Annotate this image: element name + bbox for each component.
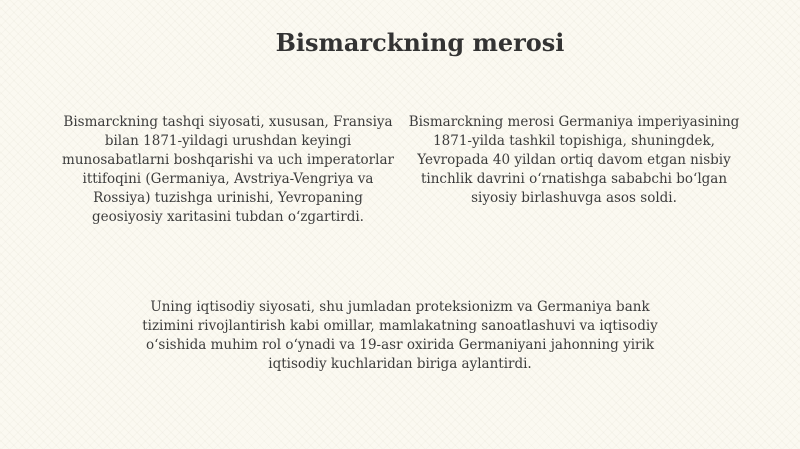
- paragraph-legacy-unification: Bismarckning merosi Germaniya imperiyasining 1871-yilda tashkil topishiga, shuningdek, Yevropada 40 yildan ortiq davom etgan nisbiy tinchlik davrini o‘rnatishga sababchi bo‘lgan siyosiy birlashuvga asos soldi.: [408, 114, 740, 206]
- slide-title: Bismarckning merosi: [275, 28, 565, 57]
- paragraph-economic-policy: Uning iqtisodiy siyosati, shu jumladan proteksionizm va Germaniya bank tizimini rivojlantirish kabi omillar, mamlakatning sanoatlashuvi va iqtisodiy o‘sishida muhim rol o‘ynadi va 19-asr oxirida Germaniyani jahonning yirik iqtisodiy kuchlaridan biriga aylantirdi.: [142, 299, 658, 372]
- paragraph-foreign-policy: Bismarckning tashqi siyosati, xususan, Fransiya bilan 1871-yildagi urushdan keyingi munosabatlarni boshqarishi va uch imperatorlar ittifoqini (Germaniya, Avstriya-Vengriya va Rossiya) tuzishga urinishi, Yevropaning geosiyosiy xaritasini tubdan o‘zgartirdi.: [62, 114, 394, 225]
